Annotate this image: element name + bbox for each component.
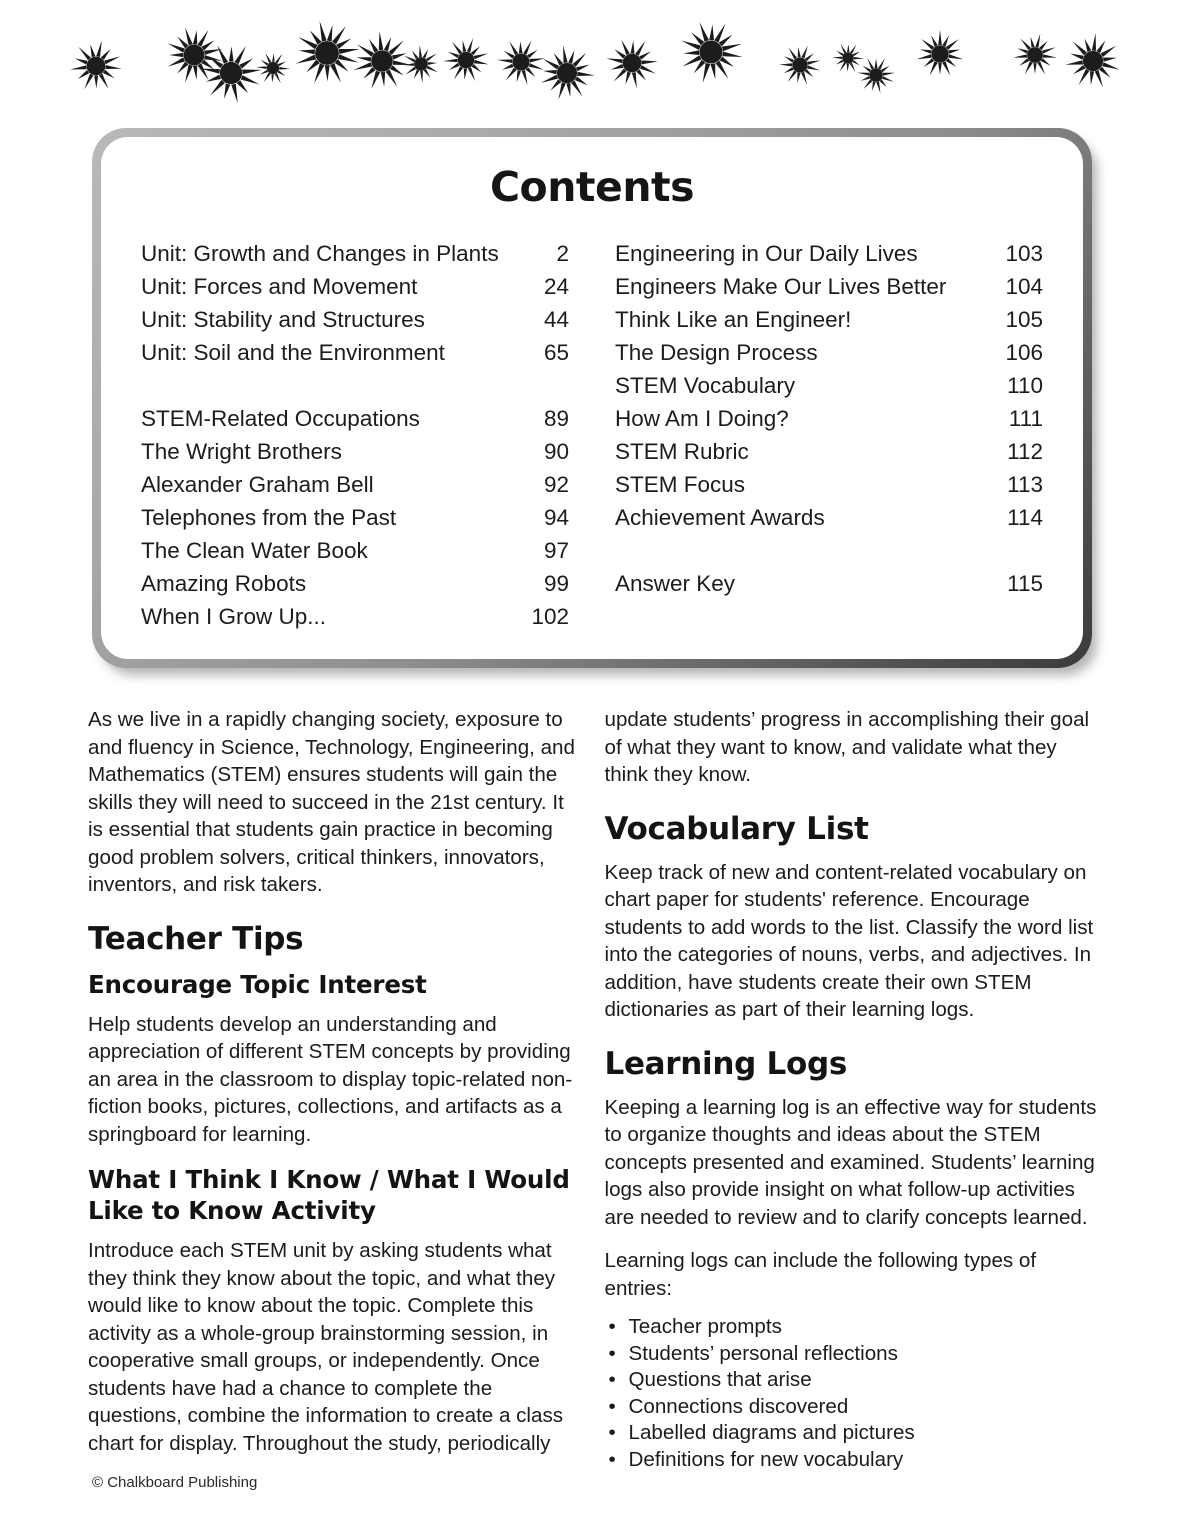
encourage-topic-interest-heading: Encourage Topic Interest (88, 969, 427, 999)
toc-entry-page-number: 102 (531, 604, 569, 629)
toc-entry-page-number: 106 (1005, 340, 1043, 365)
toc-entry-page-number: 114 (1007, 505, 1043, 530)
toc-entry-page-number: 104 (1005, 274, 1043, 299)
toc-entry-label: Telephones from the Past (141, 505, 397, 530)
toc-entry-label: Achievement Awards (615, 505, 825, 530)
toc-entry-label: Engineers Make Our Lives Better (615, 274, 947, 299)
what-i-think-i-know-paragraph: Introduce each STEM unit by asking students what they think they know about the topic, and what they would like to know about the topic. Complete this activity as a whole-group brainstorming session, in cooperative small groups, or independently. Once students have had a chance to complete the questions, combine the information to create a class chart for display. Throughout the study, periodically (88, 1239, 564, 1455)
toc-entry-page-number: 24 (543, 274, 569, 299)
contents-title: Contents (489, 163, 695, 211)
toc-entry[interactable] (141, 303, 569, 336)
toc-entry-page-number: 113 (1007, 472, 1043, 497)
toc-entry-label: STEM Rubric (615, 439, 749, 464)
toc-entry-label: The Wright Brothers (141, 439, 342, 464)
list-item: • Students’ personal reflections (605, 1341, 1100, 1367)
toc-entry-page-number: 89 (543, 406, 569, 431)
toc-entry-label: The Clean Water Book (141, 538, 368, 563)
list-item: • Connections discovered (605, 1394, 1100, 1420)
toc-entry-page-number: 90 (543, 439, 569, 464)
toc-entry-page-number: 65 (543, 340, 569, 365)
toc-entry-label: The Design Process (615, 340, 818, 365)
toc-entry[interactable] (141, 402, 569, 435)
starburst-icon (854, 53, 898, 97)
toc-entry-label: Unit: Stability and Structures (141, 307, 425, 332)
contents-panel (92, 128, 1092, 668)
list-item: • Questions that arise (605, 1367, 1100, 1393)
toc-entry-page-number: 99 (543, 571, 569, 596)
toc-left-column (141, 237, 569, 633)
encourage-topic-interest-paragraph: Help students develop an understanding and appreciation of different STEM concepts by providing an area in the classroom to display topic-related non-fiction books, pictures, collections, and artifacts as a springboard for learning. (88, 1012, 573, 1146)
toc-entry-page-number: 111 (1008, 406, 1043, 431)
toc-spacer (615, 534, 1043, 567)
toc-entry-label: STEM-Related Occupations (141, 406, 420, 431)
toc-entry-label: Alexander Graham Bell (141, 472, 374, 497)
starburst-icon (440, 34, 492, 86)
vocabulary-list-paragraph: Keep track of new and content-related vocabulary on chart paper for students' reference. Encourage students to add words to the list. Classify the word list into the categories of nouns, verbs, and adjectives. In addition, have students create their own STEM dictionaries as part of their learning logs. (604, 860, 1094, 1021)
toc-entry[interactable] (615, 501, 1043, 534)
continuation-paragraph: update students’ progress in accomplishing their goal of what they want to know, and validate what they think they know. (604, 708, 1090, 786)
toc-entry[interactable] (141, 468, 569, 501)
toc-entry[interactable] (141, 567, 569, 600)
body-left-column (88, 706, 583, 1473)
starburst-icon (399, 42, 443, 86)
learning-logs-paragraph: Keeping a learning log is an effective way for students to organize thoughts and ideas about the STEM concepts presented and examined. Students’ learning logs also provide insight on what follow-up activities are needed to review and to clarify concepts learned. (604, 1095, 1097, 1229)
list-item: • Definitions for new vocabulary (605, 1447, 1100, 1473)
list-item: • Teacher prompts (605, 1314, 1100, 1340)
starburst-icon (776, 41, 824, 89)
toc-entry-page-number: 115 (1007, 571, 1043, 596)
contents-panel-inner (101, 137, 1083, 659)
toc-entry[interactable] (615, 567, 1043, 600)
starburst-decoration-band (0, 0, 1187, 115)
toc-entry-page-number: 2 (556, 241, 569, 266)
toc-entry-label: Answer Key (615, 571, 736, 596)
toc-entry-page-number: 105 (1005, 307, 1043, 332)
toc-entry-label: When I Grow Up... (141, 604, 327, 629)
list-item: • Labelled diagrams and pictures (605, 1420, 1100, 1446)
learning-log-entries-list (605, 1314, 1100, 1473)
teacher-tips-heading: Teacher Tips (88, 920, 304, 957)
toc-entry[interactable] (141, 600, 569, 633)
learning-logs-heading: Learning Logs (604, 1045, 848, 1082)
toc-entry-label: Unit: Soil and the Environment (141, 340, 445, 365)
starburst-icon (253, 48, 293, 88)
toc-entry-page-number: 44 (543, 307, 569, 332)
toc-entry[interactable] (615, 303, 1043, 336)
toc-entry-label: How Am I Doing? (615, 406, 789, 431)
toc-entry[interactable] (141, 435, 569, 468)
starburst-icon (1010, 30, 1060, 80)
toc-entry-label: STEM Vocabulary (615, 373, 796, 398)
toc-spacer (141, 369, 569, 402)
starburst-icon (676, 17, 746, 87)
vocabulary-list-heading: Vocabulary List (604, 810, 869, 847)
toc-entry[interactable] (615, 270, 1043, 303)
toc-entry-label: Unit: Forces and Movement (141, 274, 418, 299)
starburst-icon (536, 42, 598, 104)
what-i-think-i-know-heading: What I Think I Know / What I Would Like to Know Activity (88, 1165, 570, 1225)
toc-entry[interactable] (615, 402, 1043, 435)
toc-entry[interactable] (141, 336, 569, 369)
toc-entry-page-number: 92 (543, 472, 569, 497)
toc-entry-label: Unit: Growth and Changes in Plants (141, 241, 499, 266)
toc-entry-page-number: 112 (1007, 439, 1043, 464)
toc-entry[interactable] (141, 534, 569, 567)
entries-intro-paragraph: Learning logs can include the following types of entries: (604, 1249, 1037, 1300)
toc-entry[interactable] (615, 435, 1043, 468)
toc-entry-page-number: 110 (1007, 373, 1043, 398)
toc-entry-label: STEM Focus (615, 472, 746, 497)
intro-paragraph: As we live in a rapidly changing society, exposure to and fluency in Science, Technology, Engineering, and Mathematics (STEM) ensures students will gain the skills they will need to succeed in the 21st century. It is essential that students gain practice in becoming good problem solvers, critical thinkers, innovators, inventors, and risk takers. (88, 708, 575, 896)
starburst-icon (1062, 30, 1124, 92)
toc-entry-label: Engineering in Our Daily Lives (615, 241, 918, 266)
toc-entry-label: Think Like an Engineer! (615, 307, 852, 332)
toc-entry[interactable] (615, 336, 1043, 369)
toc-right-column (615, 237, 1043, 633)
toc-entry-page-number: 103 (1005, 241, 1043, 266)
toc-entry[interactable] (141, 270, 569, 303)
toc-entry[interactable] (141, 237, 569, 270)
starburst-icon (67, 37, 125, 95)
body-columns (0, 706, 1187, 1473)
toc-entry-page-number: 97 (543, 538, 569, 563)
toc-entry[interactable] (141, 501, 569, 534)
body-right-column (605, 706, 1100, 1473)
toc-entry-label: Amazing Robots (141, 571, 307, 596)
table-of-contents (141, 237, 1043, 633)
starburst-icon (913, 27, 967, 81)
toc-entry[interactable] (615, 369, 1043, 402)
toc-entry[interactable] (615, 237, 1043, 270)
toc-entry[interactable] (615, 468, 1043, 501)
toc-entry-page-number: 94 (543, 505, 569, 530)
footer-copyright: © Chalkboard Publishing (92, 1474, 258, 1491)
starburst-icon (603, 34, 661, 92)
